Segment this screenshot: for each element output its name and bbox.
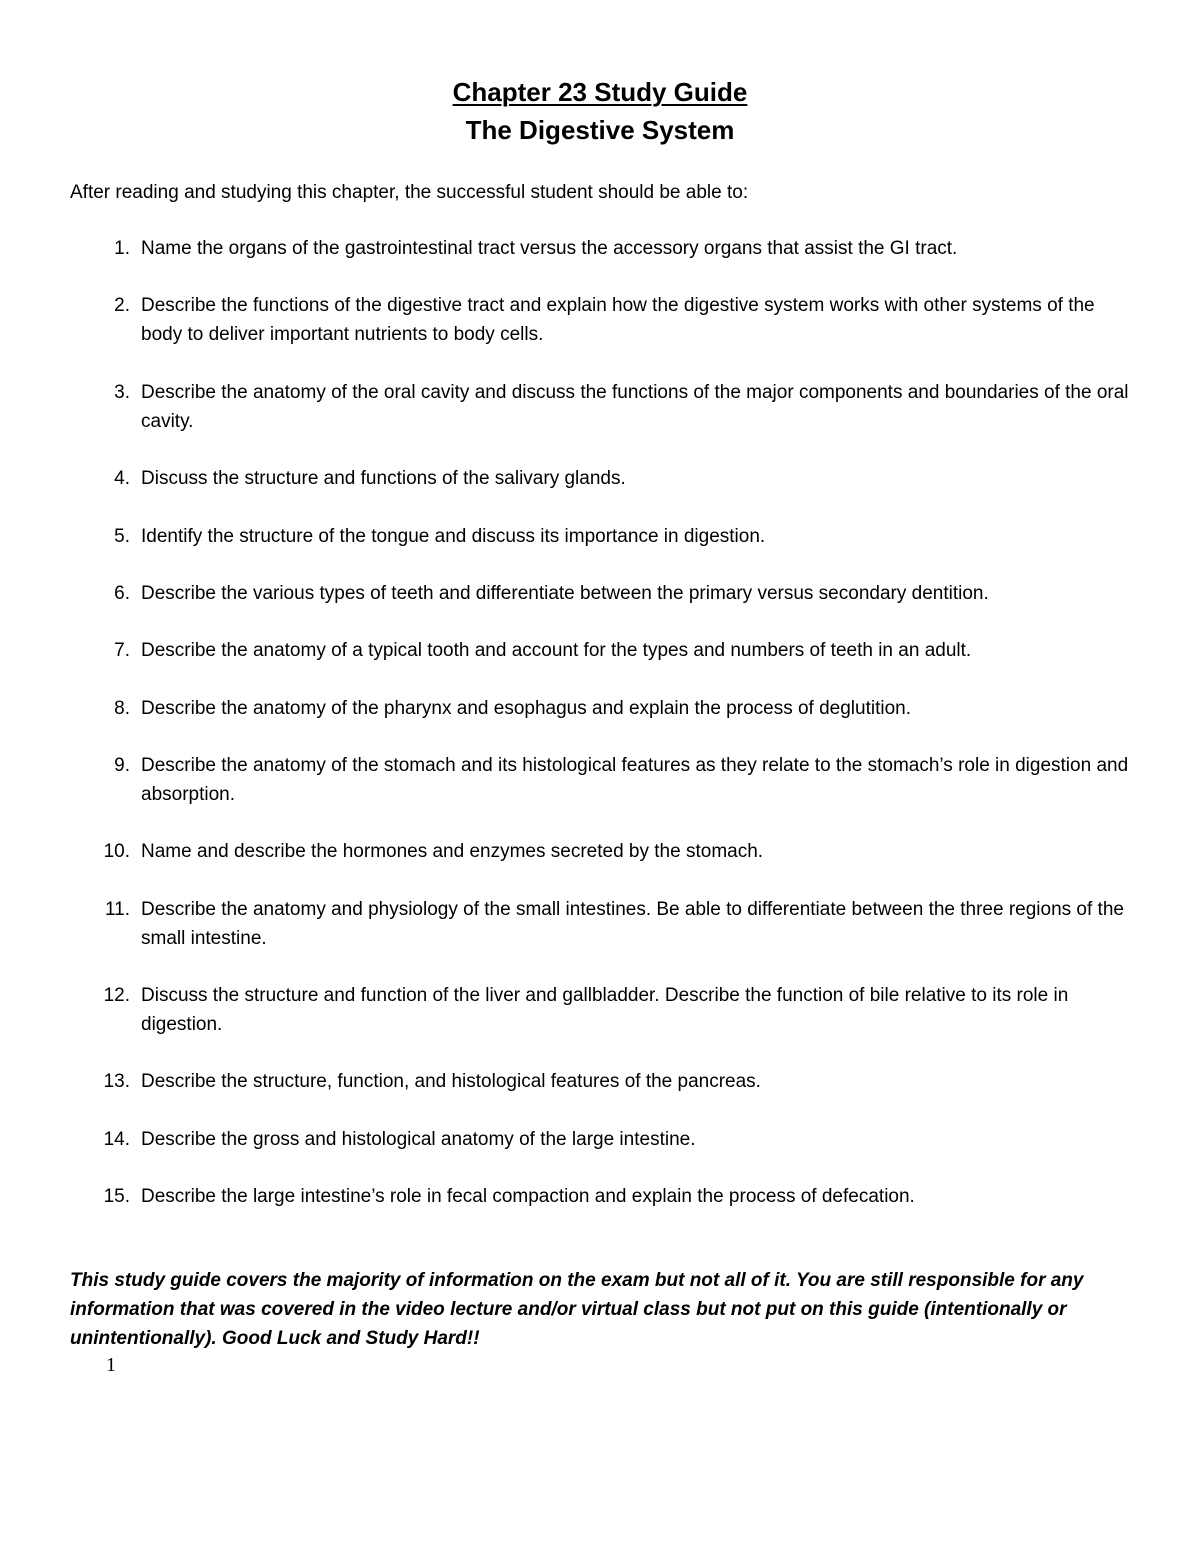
objective-text: Describe the large intestine’s role in fecal compaction and explain the process of defecation. [141, 1186, 915, 1207]
objective-text: Describe the structure, function, and histological features of the pancreas. [141, 1071, 761, 1092]
objective-text: Describe the anatomy of the oral cavity and discuss the functions of the major components and boundaries of the oral cavity. [141, 382, 1129, 432]
objective-text: Describe the various types of teeth and differentiate between the primary versus secondary dentition. [141, 583, 989, 604]
objective-number: 13. [103, 1071, 130, 1092]
objective-text: Describe the anatomy and physiology of the small intestines. Be able to differentiate between the three regions of the small intestine. [141, 899, 1124, 949]
objective-text: Discuss the structure and function of the liver and gallbladder. Describe the function of bile relative to its role in digestion. [141, 985, 1069, 1035]
objective-number: 14. [103, 1129, 130, 1150]
closing-note: This study guide covers the majority of information on the exam but not all of it. You are still responsible for any information that was covered in the video lecture and/or virtual class but not put on this guide (intentionally or unintentionally). Good Luck and Study Hard!! [70, 1270, 1084, 1349]
intro-paragraph: After reading and studying this chapter, the successful student should be able to: [70, 182, 749, 203]
objective-number: 11. [104, 899, 130, 920]
objective-item [0, 837, 1200, 866]
objective-text: Identify the structure of the tongue and discuss its importance in digestion. [141, 526, 766, 547]
objective-item [0, 636, 1200, 665]
objective-text: Name the organs of the gastrointestinal tract versus the accessory organs that assist the GI tract. [141, 238, 958, 259]
document-subtitle: The Digestive System [465, 115, 735, 145]
objective-item [0, 751, 1200, 809]
objective-item [0, 981, 1200, 1039]
objective-number: 15. [103, 1186, 130, 1207]
objective-item [0, 234, 1200, 263]
objective-text: Describe the anatomy of the stomach and its histological features as they relate to the stomach’s role in digestion and absorption. [141, 755, 1129, 805]
objective-text: Describe the anatomy of the pharynx and esophagus and explain the process of deglutition. [141, 698, 912, 719]
objective-number: 3. [114, 382, 130, 403]
objective-item [0, 1067, 1200, 1096]
objective-number: 6. [114, 583, 130, 604]
objective-item [0, 1125, 1200, 1154]
page-number: 1 [106, 1354, 116, 1376]
objective-item [0, 1182, 1200, 1211]
objective-number: 4. [114, 468, 130, 489]
objective-number: 10. [103, 841, 130, 862]
objective-text: Name and describe the hormones and enzymes secreted by the stomach. [141, 841, 764, 862]
objective-item [0, 579, 1200, 608]
objective-item [0, 291, 1200, 349]
objective-number: 2. [114, 295, 130, 316]
objective-item [0, 694, 1200, 723]
objective-number: 9. [114, 755, 130, 776]
objective-text: Describe the functions of the digestive tract and explain how the digestive system works with other systems of the body to deliver important nutrients to body cells. [141, 295, 1095, 345]
objective-text: Describe the anatomy of a typical tooth and account for the types and numbers of teeth in an adult. [141, 640, 972, 661]
objective-number: 8. [114, 698, 130, 719]
objective-item [0, 464, 1200, 493]
objective-text: Describe the gross and histological anatomy of the large intestine. [141, 1129, 696, 1150]
objective-number: 5. [114, 526, 130, 547]
objective-number: 1. [114, 238, 130, 259]
objective-text: Discuss the structure and functions of the salivary glands. [141, 468, 626, 489]
document-title: Chapter 23 Study Guide [452, 77, 748, 107]
objective-item [0, 378, 1200, 436]
objective-number: 7. [114, 640, 130, 661]
objective-item [0, 522, 1200, 551]
objective-item [0, 895, 1200, 953]
objective-number: 12. [103, 985, 130, 1006]
